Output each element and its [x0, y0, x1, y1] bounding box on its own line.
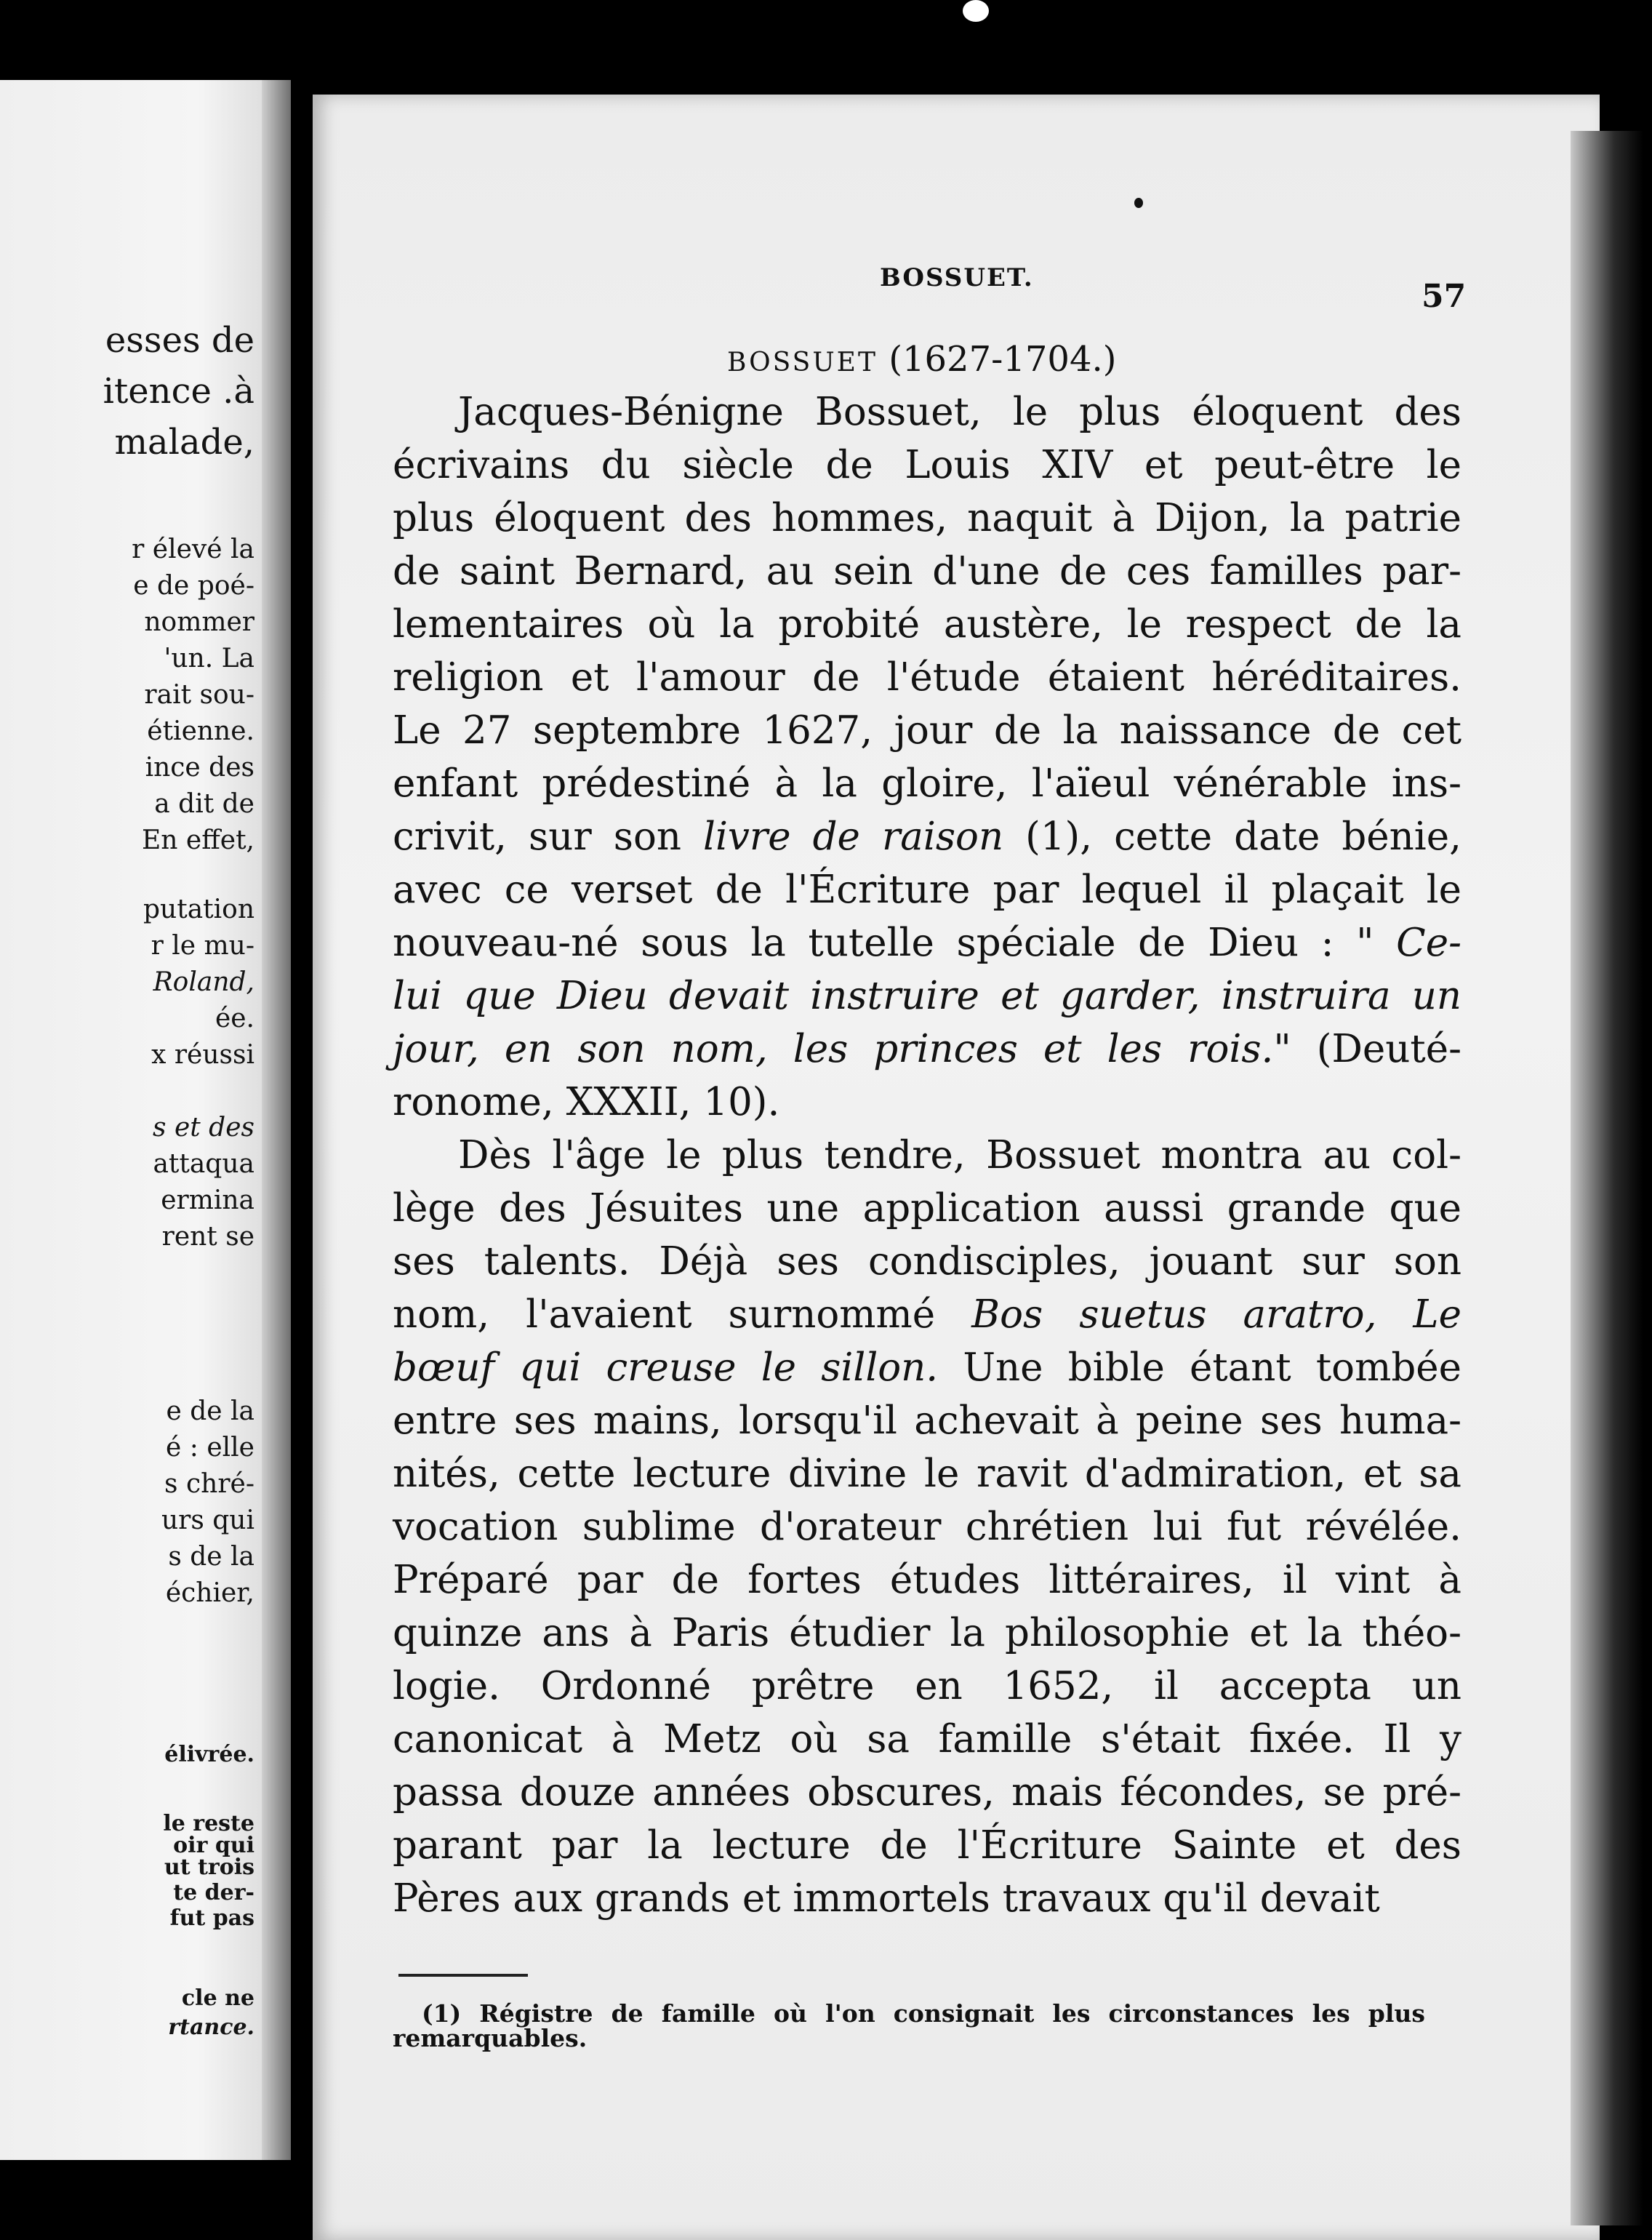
body-line: [393, 545, 1461, 598]
body-line: [393, 439, 1461, 492]
facing-page-gutter: [262, 80, 291, 2160]
roman-text: ronome, XXXII, 10).: [393, 1080, 780, 1124]
body-line: [393, 1288, 1461, 1341]
facing-page-line: r le mu-: [151, 931, 254, 961]
facing-page: [0, 80, 284, 2160]
facing-page-line: a dit de: [154, 789, 254, 819]
roman-text: Préparé par de fortes études littéraires, il vint à: [393, 1558, 1461, 1602]
body-line: [393, 1660, 1461, 1713]
italic-text: jour, en son nom, les princes et les rois.: [393, 1027, 1274, 1071]
body-line: [393, 1076, 1461, 1129]
facing-page-line: oir qui: [173, 1833, 254, 1858]
facing-page-line: esses de: [105, 320, 254, 361]
roman-text: écrivains du siècle de Louis XIV et peut-être le: [393, 443, 1461, 487]
body-line: [393, 916, 1461, 969]
scan-speck: [1134, 198, 1143, 208]
italic-text: Bos suetus aratro, Le: [971, 1292, 1461, 1337]
body-line: [393, 1553, 1461, 1607]
roman-text: lementaires où la probité austère, le respect de la: [393, 602, 1461, 647]
page-edge-shadow: [1571, 131, 1643, 2225]
facing-page-line: fut pas: [169, 1905, 254, 1931]
body-line: [393, 1235, 1461, 1288]
roman-text: parant par la lecture de l'Écriture Sainte et des: [393, 1823, 1461, 1868]
chapter-title-dates: (1627-1704.): [889, 339, 1117, 380]
roman-text: quinze ans à Paris étudier la philosophie et la théo-: [393, 1611, 1461, 1655]
facing-page-line: ince des: [145, 753, 254, 783]
body-line: [393, 1129, 1461, 1182]
italic-text: bœuf qui creuse le sillon.: [393, 1345, 939, 1390]
facing-page-line: nommer: [144, 607, 254, 637]
body-line: [393, 1023, 1461, 1076]
body-line: [393, 651, 1461, 704]
footnote-line: remarquables.: [393, 2024, 588, 2052]
footnote-rule: [398, 1974, 528, 1977]
facing-page-line: attaqua: [153, 1149, 254, 1179]
body-line: [393, 757, 1461, 810]
facing-page-line: x réussi: [151, 1040, 254, 1070]
facing-page-line: ut trois: [164, 1855, 254, 1880]
body-line: [393, 492, 1461, 545]
facing-page-line: En effet,: [141, 825, 254, 855]
roman-text: canonicat à Metz où sa famille s'était fixée. Il y: [393, 1717, 1461, 1761]
roman-text: avec ce verset de l'Écriture par lequel il plaçait le: [393, 868, 1461, 912]
facing-page-line: le reste: [163, 1811, 254, 1836]
roman-text: nouveau-né sous la tutelle spéciale de Dieu : ": [393, 921, 1397, 965]
chapter-title-name: BOSSUET: [727, 348, 878, 377]
facing-page-line: ée.: [214, 1004, 254, 1033]
body-line: [393, 1500, 1461, 1553]
roman-text: Jacques-Bénigne Bossuet, le plus éloquent des: [458, 390, 1461, 434]
body-line: [393, 385, 1461, 439]
footnote: [393, 2001, 1425, 2051]
body-line: [393, 1394, 1461, 1447]
facing-page-line: 'un. La: [164, 644, 254, 673]
roman-text: Dès l'âge le plus tendre, Bossuet montra au col-: [458, 1133, 1461, 1177]
roman-text: plus éloquent des hommes, naquit à Dijon, la patrie: [393, 496, 1461, 540]
body-line: [393, 969, 1461, 1023]
roman-text: nom, l'avaient surnommé: [393, 1292, 972, 1337]
facing-page-line: rtance.: [168, 2015, 254, 2040]
facing-page-line: rait sou-: [144, 680, 254, 710]
roman-text: de saint Bernard, au sein d'une de ces familles par-: [393, 549, 1461, 593]
roman-text: vocation sublime d'orateur chrétien lui fut révélée.: [393, 1505, 1461, 1549]
roman-text: (1), cette date bénie,: [1003, 815, 1461, 859]
page-number: 57: [1422, 278, 1467, 315]
roman-text: " (Deuté-: [1273, 1027, 1462, 1071]
body-line: [393, 704, 1461, 757]
roman-text: logie. Ordonné prêtre en 1652, il accepta un: [393, 1664, 1461, 1708]
roman-text: crivit, sur son: [393, 815, 704, 859]
roman-text: Le 27 septembre 1627, jour de la naissance de cet: [393, 708, 1461, 753]
facing-page-line: itence .à: [103, 371, 254, 412]
italic-text: Ce-: [1396, 921, 1461, 965]
roman-text: ses talents. Déjà ses condisciples, jouant sur son: [393, 1239, 1461, 1284]
roman-text: entre ses mains, lorsqu'il achevait à peine ses huma-: [393, 1399, 1461, 1443]
footnote-line: (1) Régistre de famille où l'on consignait les circonstances les plus: [422, 1999, 1425, 2028]
body-line: [393, 1607, 1461, 1660]
italic-text: livre de raison: [703, 815, 1004, 859]
facing-page-line: étienne.: [147, 716, 254, 746]
roman-text: lège des Jésuites une application aussi grande que: [393, 1186, 1461, 1231]
body-line: [393, 1766, 1461, 1819]
facing-page-line: s de la: [168, 1542, 254, 1572]
italic-text: lui que Dieu devait instruire et garder, instruira un: [393, 974, 1461, 1018]
roman-text: religion et l'amour de l'étude étaient héréditaires.: [393, 655, 1461, 700]
facing-page-line: putation: [143, 895, 254, 924]
body-line: [393, 598, 1461, 651]
facing-page-line: e de la: [166, 1396, 254, 1426]
facing-page-line: urs qui: [161, 1505, 254, 1535]
roman-text: Pères aux grands et immortels travaux qu'il devait: [393, 1876, 1380, 1921]
roman-text: passa douze années obscures, mais fécondes, se pré-: [393, 1770, 1461, 1815]
facing-page-line: e de poé-: [133, 571, 254, 601]
facing-page-line: ermina: [161, 1185, 254, 1215]
facing-page-line: malade,: [114, 422, 254, 463]
facing-page-line: rent se: [161, 1222, 254, 1252]
facing-page-line: te der-: [173, 1880, 254, 1905]
body-line: [393, 1182, 1461, 1235]
body-line: [393, 810, 1461, 863]
body-line: [393, 1713, 1461, 1766]
body-line: [393, 863, 1461, 916]
facing-page-line: Roland,: [153, 967, 254, 997]
body-line: [393, 1819, 1461, 1872]
body-line: [393, 1341, 1461, 1394]
roman-text: nités, cette lecture divine le ravit d'admiration, et sa: [393, 1452, 1461, 1496]
facing-page-line: cle ne: [181, 1985, 254, 2011]
scan-speck: [963, 0, 989, 22]
facing-page-line: s chré-: [164, 1469, 254, 1499]
facing-page-line: é : elle: [166, 1433, 254, 1463]
body-text: [393, 385, 1461, 1925]
roman-text: Une bible étant tombée: [938, 1345, 1461, 1390]
facing-page-line: échier,: [165, 1578, 254, 1608]
body-line: [393, 1447, 1461, 1500]
roman-text: enfant prédestiné à la gloire, l'aïeul vénérable ins-: [393, 761, 1461, 806]
facing-page-line: r élevé la: [132, 535, 254, 564]
facing-page-line: élivrée.: [164, 1742, 254, 1767]
chapter-title: [727, 339, 1116, 380]
body-line: [393, 1872, 1461, 1925]
running-head: BOSSUET.: [880, 263, 1034, 292]
facing-page-line: s et des: [153, 1113, 254, 1143]
